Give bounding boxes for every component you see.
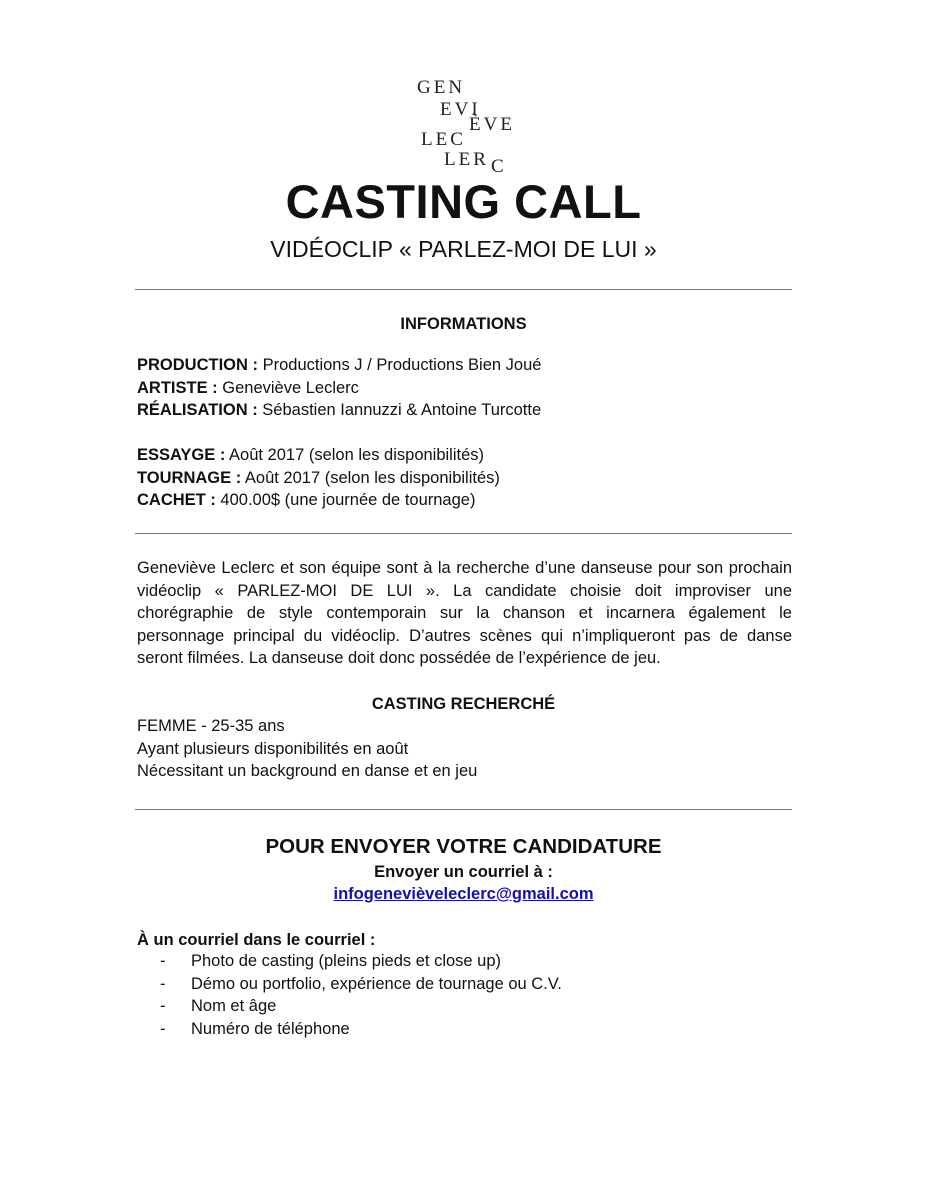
- info-label: PRODUCTION :: [137, 356, 258, 374]
- casting-heading: CASTING RECHERCHÉ: [371, 695, 556, 713]
- info-label: ESSAYGE :: [137, 446, 226, 464]
- page-title: CASTING CALL: [285, 175, 642, 228]
- logo-line-2: EVI: [440, 99, 481, 120]
- info-row-artiste: [137, 377, 359, 400]
- info-value: Sébastien Iannuzzi & Antoine Turcotte: [262, 401, 542, 419]
- logo-line-3: ÈVE: [469, 114, 515, 135]
- list-item-text: Numéro de téléphone: [191, 1019, 350, 1038]
- info-value: Août 2017 (selon les disponibilités): [229, 446, 485, 464]
- page-subtitle: VIDÉOCLIP « PARLEZ-MOI DE LUI »: [270, 236, 657, 262]
- info-value: 400.00$ (une journée de tournage): [220, 491, 476, 509]
- info-label: TOURNAGE :: [137, 468, 242, 487]
- logo-line-4: LEC: [421, 129, 466, 150]
- bullet-dash: -: [160, 974, 166, 993]
- info-value: Août 2017 (selon les disponibilités): [244, 468, 500, 487]
- description-paragraph: Geneviève Leclerc et son équipe sont à la recherche d’une danseuse pour son prochain vidéoclip « PARLEZ-MOI DE LUI ». La candidate choisie doit improviser une chorégraphie de style contemporain sur la chanson et incarnera également le personnage principal du vidéoclip. D’autres scènes qui n’impliqueront pas de danse seront filmées. La danseuse doit donc possédée de l’expérience de jeu.: [137, 559, 792, 667]
- list-item-text: Photo de casting (pleins pieds et close up): [191, 952, 502, 970]
- info-label: CACHET :: [137, 491, 216, 509]
- list-heading-text: À un courriel dans le courriel :: [137, 931, 376, 949]
- email-line: [0, 882, 927, 906]
- info-label: RÉALISATION :: [137, 401, 258, 419]
- divider: [135, 289, 792, 290]
- info-row-production: [137, 354, 541, 377]
- info-row-tournage: [137, 467, 500, 490]
- send-label: Envoyer un courriel à :: [374, 863, 553, 881]
- list-item-text: Démo ou portfolio, expérience de tournage ou C.V.: [191, 974, 562, 993]
- info-row-cachet: [137, 489, 475, 512]
- casting-line: Nécessitant un background en danse et en jeu: [137, 762, 478, 780]
- logo-line-6: C: [491, 156, 507, 177]
- logo-line-1: GEN: [417, 77, 466, 98]
- email-link[interactable]: infogenevièveleclerc@gmail.com: [333, 885, 594, 903]
- info-value: Productions J / Productions Bien Joué: [262, 356, 542, 374]
- bullet-dash: -: [160, 997, 166, 1015]
- info-row-essayge: [137, 444, 484, 467]
- divider: [135, 533, 792, 534]
- info-value: Geneviève Leclerc: [222, 378, 359, 397]
- casting-line: Ayant plusieurs disponibilités en août: [137, 739, 409, 758]
- list-item-text: Nom et âge: [191, 997, 277, 1015]
- info-label: ARTISTE :: [137, 378, 218, 397]
- logo-line-5: LER: [444, 149, 489, 170]
- bullet-dash: -: [160, 952, 166, 970]
- bullet-dash: -: [160, 1019, 166, 1038]
- artist-logo: [0, 0, 927, 180]
- list-heading: [137, 929, 375, 952]
- divider: [135, 809, 792, 810]
- informations-heading: INFORMATIONS: [400, 315, 527, 333]
- apply-heading: POUR ENVOYER VOTRE CANDIDATURE: [265, 835, 662, 858]
- info-row-realisation: [137, 399, 541, 422]
- casting-line: FEMME - 25-35 ans: [137, 717, 285, 735]
